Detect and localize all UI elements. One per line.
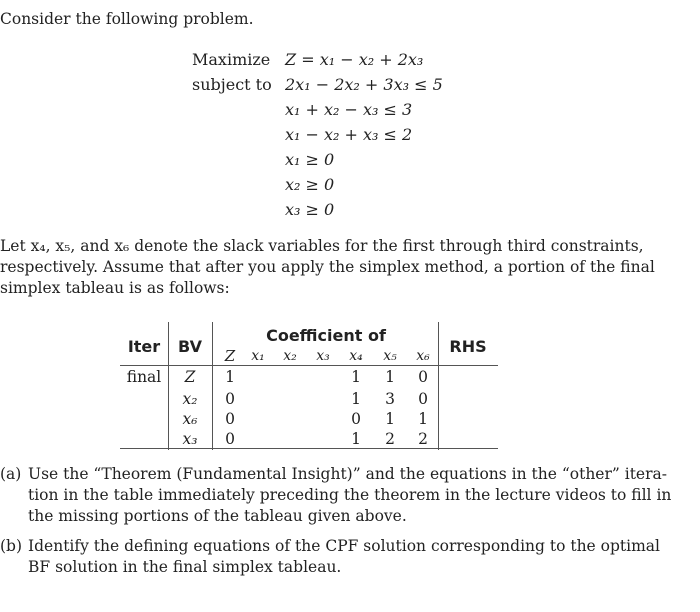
- column-label-x2: x₂: [283, 348, 297, 364]
- question-line: tion in the table immediately preceding the theorem in the lecture videos to fill in: [28, 486, 672, 504]
- value-z: 0: [225, 430, 235, 448]
- value-x4: 1: [351, 368, 361, 386]
- question-label: (b): [0, 537, 23, 555]
- constraint: 2x₁ − 2x₂ + 3x₃ ≤ 5: [285, 75, 443, 94]
- bottom-border: [120, 448, 498, 449]
- value-x4: 1: [351, 430, 361, 448]
- value-z: 1: [225, 368, 235, 386]
- value-z: 0: [225, 390, 235, 408]
- paragraph-line: respectively. Assume that after you apply the simplex method, a portion of the final: [0, 258, 655, 276]
- maximize-label: Maximize: [192, 50, 271, 69]
- value-x4: 0: [351, 410, 361, 428]
- value-x6: 2: [418, 430, 428, 448]
- column-divider: [168, 322, 169, 450]
- value-z: 0: [225, 410, 235, 428]
- paragraph-line: Let x₄, x₅, and x₆ denote the slack variables for the first through third constraints,: [0, 237, 644, 255]
- column-label-x4: x₄: [349, 348, 363, 364]
- constraint: x₁ + x₂ − x₃ ≤ 3: [285, 100, 413, 119]
- bv-cell: x₆: [182, 410, 198, 428]
- subject-to-label: subject to: [192, 75, 272, 94]
- value-x6: 1: [418, 410, 428, 428]
- column-label-x1: x₁: [251, 348, 265, 364]
- value-x5: 2: [385, 430, 395, 448]
- value-x6: 0: [418, 390, 428, 408]
- question-text: [28, 464, 671, 527]
- question-label: (a): [0, 465, 22, 483]
- paragraph-line: simplex tableau is as follows:: [0, 279, 230, 297]
- question-b: [0, 536, 660, 580]
- value-x4: 1: [351, 390, 361, 408]
- column-label-x3: x₃: [316, 348, 330, 364]
- bv-cell: x₃: [182, 430, 198, 448]
- question-line: Use the “Theorem (Fundamental Insight)” and the equations in the “other” itera-: [28, 465, 667, 483]
- question-line: BF solution in the final simplex tableau.: [28, 558, 342, 576]
- header-divider: [120, 365, 498, 366]
- question-text: [28, 536, 660, 578]
- column-label-z: Z: [224, 347, 236, 365]
- value-x5: 1: [385, 410, 395, 428]
- column-label-x6: x₆: [416, 348, 430, 364]
- constraint: x₁ ≥ 0: [285, 150, 335, 169]
- header-bv: BV: [178, 337, 202, 356]
- constraint: x₁ − x₂ + x₃ ≤ 2: [285, 125, 413, 144]
- objective-function: Z = x₁ − x₂ + 2x₃: [285, 50, 424, 69]
- constraint: x₂ ≥ 0: [285, 175, 335, 194]
- column-divider: [212, 322, 213, 450]
- iter-final: final: [126, 368, 162, 386]
- constraint: x₃ ≥ 0: [285, 200, 335, 219]
- question-line: the missing portions of the tableau given above.: [28, 507, 407, 525]
- intro-text: Consider the following problem.: [0, 10, 254, 28]
- question-line: Identify the defining equations of the CPF solution corresponding to the optimal: [28, 537, 660, 555]
- header-rhs: RHS: [449, 337, 487, 356]
- value-x5: 1: [385, 368, 395, 386]
- simplex-tableau: [120, 322, 498, 450]
- bv-cell: Z: [184, 368, 196, 386]
- header-iter: Iter: [127, 337, 161, 356]
- value-x6: 0: [418, 368, 428, 386]
- slack-paragraph: [0, 236, 655, 299]
- header-coefficient-of: Coefficient of: [266, 326, 386, 345]
- bv-cell: x₂: [182, 390, 198, 408]
- column-divider: [438, 322, 439, 450]
- value-x5: 3: [385, 390, 395, 408]
- question-a: [0, 464, 672, 530]
- column-label-x5: x₅: [383, 348, 397, 364]
